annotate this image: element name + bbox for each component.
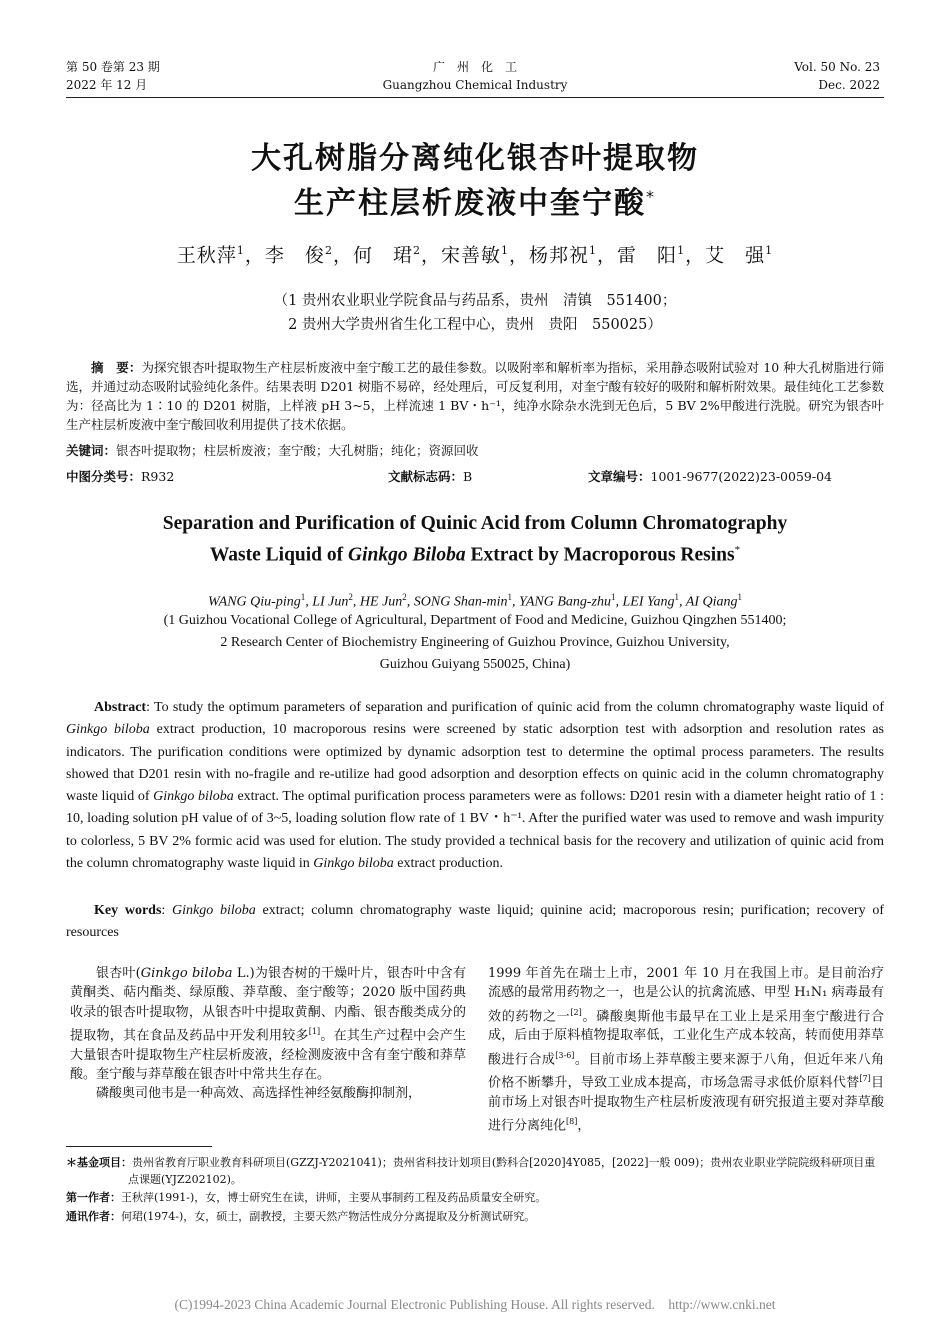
title-cn-line1: 大孔树脂分离纯化银杏叶提取物 bbox=[251, 141, 699, 176]
author-cn-name: 李 俊 bbox=[264, 244, 325, 267]
paper-title-cn bbox=[0, 140, 950, 223]
author-en-name: SONG Shan-min bbox=[413, 594, 508, 610]
title-en-line2: Waste Liquid of Ginkgo Biloba Extract by Macroporous Resins* bbox=[209, 544, 741, 566]
author-en-name: LI Jun bbox=[312, 594, 349, 610]
author-en-affiliation-mark: 1 bbox=[737, 592, 742, 602]
author-en-separator: , bbox=[679, 594, 686, 610]
author-cn-separator: ， bbox=[509, 244, 530, 267]
volume-issue-en: Vol. 50 No. 23 bbox=[794, 60, 880, 74]
author-cn-affiliation-mark: 1 bbox=[589, 244, 598, 257]
author-en-separator: , bbox=[512, 594, 520, 610]
author-cn-affiliation-mark: 2 bbox=[324, 244, 333, 257]
author-en-separator: , bbox=[615, 594, 623, 610]
title-cn-line2: 生产柱层析废液中奎宁酸* bbox=[294, 186, 656, 221]
keywords-cn bbox=[66, 441, 884, 460]
author-en-name: WANG Qiu-ping bbox=[207, 594, 301, 610]
author-en-separator: , bbox=[406, 594, 414, 610]
author-cn-affiliation-mark: 1 bbox=[236, 244, 245, 257]
affiliation-cn-2: 2 贵州大学贵州省生化工程中心，贵州 贵阳 550025） bbox=[288, 317, 662, 333]
author-cn-name: 何 珺 bbox=[352, 244, 413, 267]
author-cn-name: 王秋萍 bbox=[176, 244, 237, 267]
citation: [3-6] bbox=[555, 1050, 575, 1060]
abstract-en: Abstract: To study the optimum parameters of separation and purification of quinic acid from the column chromatography waste liquid of Ginkgo biloba extract production, 10 macroporous resins were screened by static adsorption test with adsorption and resolution rates as indicators. The purification conditions were optimized by dynamic adsorption test to determine the optimal process parameters. The results showed that D201 resin with no-fragile and re-utilize had good adsorption and desorption effects on quinic acid in the column chromatography waste liquid of Ginkgo biloba extract. The optimal purification process parameters were as follows: D201 resin with a diameter height ratio of 1 : 10, loading solution pH value of of 3~5, loading solution flow rate of 1 BV・h⁻¹. After the purified water was used to remove and wash impurity to colorless, 5 BV 2% formic acid was used for elution. The study provided a technical basis for the recovery and utilization of quinic acid from the column chromatography waste liquid in Ginkgo biloba extract production. bbox=[66, 700, 884, 872]
keywords-cn-label: 关键词： bbox=[66, 443, 117, 458]
author-en-affiliation-mark: 1 bbox=[611, 592, 616, 602]
affiliation-cn-1: （1 贵州农业职业学院食品与药品系，贵州 清镇 551400； bbox=[273, 293, 677, 309]
author-cn-affiliation-mark: 1 bbox=[501, 244, 509, 257]
body-paragraph: 1999 年首先在瑞士上市，2001 年 10 月在我国上市。是目前治疗流感的最常用药物之一，也是公认的抗禽流感、甲型 H₁N₁ 病毒最有效的药物之一[2]。磷酸奥斯他韦最早在工业上是采用奎宁酸进行合成，后由于原料植物提取率低，工业化生产成本较高，转而使用莽草酸进行合成[3-6]。目前市场上莽草酸主要来源于八角，但近年来八角价格不断攀升，导致工业成本提高，市场急需寻求低价原料代替[7]目前市场上对银杏叶提取物生产柱层析废液现有研究报道主要对莽草酸进行分离纯化[8]， bbox=[488, 966, 884, 1134]
document-code: 文献标志码：B bbox=[388, 469, 473, 484]
header-rule bbox=[66, 97, 884, 98]
abstract-cn-label: 摘 要： bbox=[91, 360, 142, 375]
author-en-name: YANG Bang-zhu bbox=[519, 594, 612, 610]
author-cn-separator: ， bbox=[597, 244, 618, 267]
article-number: 文章编号：1001-9677(2022)23-0059-04 bbox=[588, 469, 832, 484]
affiliations-en bbox=[0, 610, 950, 676]
author-en-affiliation-mark: 1 bbox=[507, 592, 513, 602]
footnote-funding: ＊基金项目：贵州省教育厅职业教育科研项目(GZZJ-Y2021041)；贵州省科技计划项目(黔科合[2020]4Y085，[2022]一般 009)；贵州农业职业学院院级科研项目重点课题(YJZ202102)。 bbox=[66, 1156, 876, 1186]
body-column-left bbox=[70, 964, 466, 1103]
author-en-name: AI Qiang bbox=[685, 594, 738, 610]
author-en-name: LEI Yang bbox=[622, 594, 675, 610]
body-paragraph: 磷酸奥司他韦是一种高效、高选择性神经氨酸酶抑制剂， bbox=[96, 1086, 422, 1102]
volume-issue-cn: 第 50 卷第 23 期 bbox=[66, 60, 160, 74]
keywords-cn-text: 银杏叶提取物；柱层析废液；奎宁酸；大孔树脂；纯化；资源回收 bbox=[116, 443, 479, 458]
author-en-separator: , bbox=[305, 594, 313, 610]
abstract-en-label: Abstract bbox=[94, 700, 147, 715]
affiliations-cn bbox=[0, 289, 950, 337]
keywords-en-label: Key words bbox=[94, 903, 162, 918]
footnote-first-author: 第一作者：王秋萍(1991-)，女，博士研究生在读，讲师，主要从事制药工程及药品质量安全研究。 bbox=[66, 1191, 547, 1204]
author-cn-separator: ， bbox=[420, 244, 441, 267]
title-en-line1: Separation and Purification of Quinic Acid from Column Chromatography bbox=[162, 513, 788, 534]
date-en: Dec. 2022 bbox=[818, 78, 880, 92]
abstract-cn bbox=[66, 358, 884, 434]
abstract-cn-text: 为探究银杏叶提取物生产柱层析废液中奎宁酸工艺的最佳参数。以吸附率和解析率为指标，采用静态吸附试验对 10 种大孔树脂进行筛选，并通过动态吸附试验纯化条件。结果表明 D201 树脂不易碎，经处理后，可反复利用，对奎宁酸有较好的吸附和解析附效果。最佳纯化工艺参数为：径高比为 1∶10 的 D201 树脂，上样液 pH 3~5，上样流速 1 BV・h⁻¹，纯净水除杂水洗到无色后，5 BV 2%甲酸进行洗脱。研究为银杏叶生产柱层析废液中奎宁酸回收利用提供了技术依据。 bbox=[66, 360, 884, 432]
copyright-notice: (C)1994-2023 China Academic Journal Electronic Publishing House. All rights reserved. http://www.cnki.net bbox=[174, 1297, 776, 1312]
journal-name-en: Guangzhou Chemical Industry bbox=[382, 78, 568, 92]
citation: [2] bbox=[570, 1007, 582, 1017]
citation: [8] bbox=[566, 1117, 578, 1127]
affiliation-en-3: Guizhou Guiyang 550025, China) bbox=[379, 657, 571, 672]
running-header-right bbox=[794, 58, 880, 94]
author-cn-affiliation-mark: 2 bbox=[412, 244, 421, 257]
journal-name-cn: 广 州 化 工 bbox=[432, 60, 517, 74]
author-cn-name: 艾 强 bbox=[705, 244, 766, 267]
author-en-affiliation-mark: 2 bbox=[348, 592, 353, 602]
paper-title-en bbox=[0, 510, 950, 569]
author-en-name: HE Jun bbox=[359, 594, 403, 610]
author-cn-separator: ， bbox=[244, 244, 265, 267]
author-cn-separator: ， bbox=[332, 244, 353, 267]
author-cn-name: 宋善敏 bbox=[440, 244, 501, 267]
body-paragraph: 银杏叶(Ginkgo biloba L.)为银杏树的干燥叶片，银杏叶中含有黄酮类、萜内酯类、绿原酸、莽草酸、奎宁酸等；2020 版中国药典收录的银杏叶提取物，从银杏叶中提取黄酮、内酯、银杏酸类成分的提取物，其在食品及药品中开发利用较多[1]。在其生产过程中会产生大量银杏叶提取物生产柱层析废液，经检测废液中含有奎宁酸和莽草酸。奎宁酸与莽草酸在银杏叶中常共生存在。 bbox=[70, 966, 467, 1082]
author-list-cn bbox=[0, 238, 950, 268]
clc-number: 中图分类号：R932 bbox=[66, 469, 175, 484]
date-cn: 2022 年 12 月 bbox=[66, 78, 148, 92]
funding-mark: * bbox=[646, 187, 656, 206]
author-cn-name: 雷 阳 bbox=[617, 244, 678, 267]
author-en-separator: , bbox=[352, 594, 360, 610]
author-cn-affiliation-mark: 1 bbox=[677, 244, 686, 257]
author-en-affiliation-mark: 1 bbox=[300, 592, 306, 602]
citation: [1] bbox=[308, 1026, 321, 1036]
affiliation-en-2: 2 Research Center of Biochemistry Engineering of Guizhou Province, Guizhou University, bbox=[220, 635, 730, 650]
footnote-rule bbox=[66, 1146, 212, 1147]
author-cn-name: 杨邦祝 bbox=[529, 244, 590, 267]
author-en-affiliation-mark: 2 bbox=[402, 592, 407, 602]
body-column-right bbox=[488, 964, 884, 1136]
author-cn-separator: ， bbox=[685, 244, 706, 267]
citation: [7] bbox=[859, 1074, 871, 1084]
author-cn-affiliation-mark: 1 bbox=[765, 244, 774, 257]
affiliation-en-1: (1 Guizhou Vocational College of Agricultural, Department of Food and Medicine, Guizhou Qingzhen 551400; bbox=[163, 613, 787, 628]
footnote-corresponding-author: 通讯作者：何珺(1974-)，女，硕士，副教授，主要天然产物活性成分分离提取及分析测试研究。 bbox=[66, 1210, 536, 1223]
keywords-en: Key words: Ginkgo biloba extract; column chromatography waste liquid; quinine acid; macroporous resin; purification; recovery of resources bbox=[66, 903, 884, 941]
author-en-affiliation-mark: 1 bbox=[674, 592, 680, 602]
